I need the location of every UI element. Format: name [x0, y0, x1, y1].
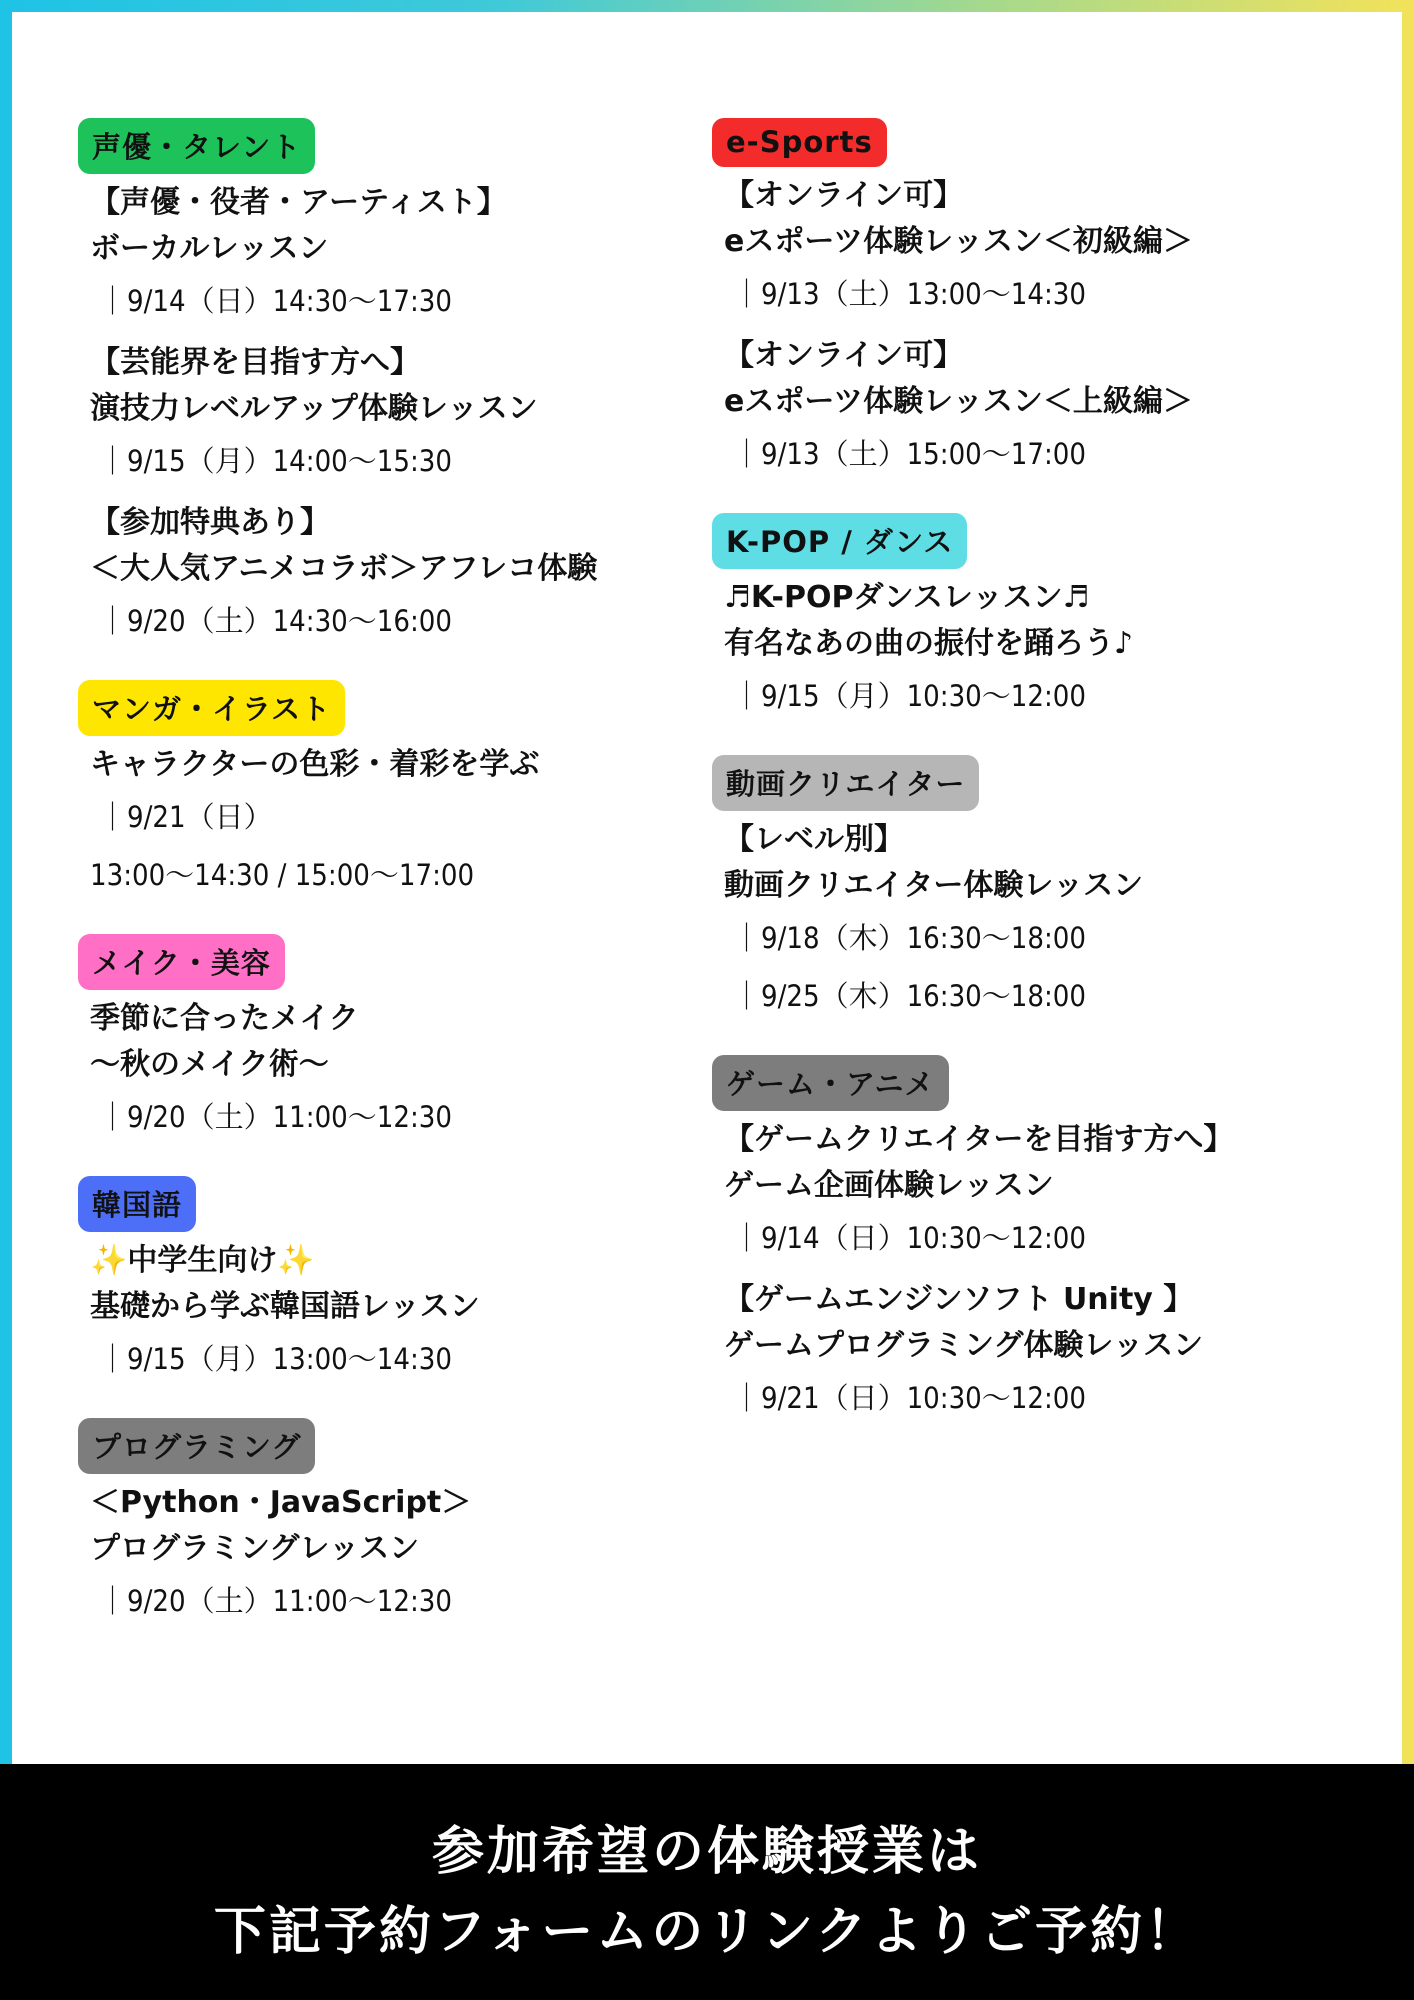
- category-tag-esports: e-Sports: [712, 118, 887, 167]
- lesson-item: [78, 742, 678, 904]
- category-tag-kpop: K-POP / ダンス: [712, 513, 967, 569]
- lesson-date: ｜9/14（日）10:30〜12:00: [732, 1221, 1086, 1255]
- lesson-title: 【芸能界を目指す方へ】: [90, 345, 420, 380]
- lesson-date: ｜9/25（木）16:30〜18:00: [732, 979, 1086, 1013]
- lesson-title: 演技力レベルアップ体験レッスン: [90, 391, 538, 426]
- lesson-item: [712, 1117, 1332, 1267]
- lesson-title: 有名なあの曲の振付を踊ろう♪: [724, 626, 1134, 661]
- lesson-title: 【ゲームクリエイターを目指す方へ】: [724, 1122, 1234, 1157]
- lesson-date: ｜9/14（日）14:30〜17:30: [98, 284, 452, 318]
- lesson-title: 【レベル別】: [724, 822, 904, 857]
- category-korean: [78, 1176, 678, 1388]
- lesson-title: ゲームプログラミング体験レッスン: [724, 1328, 1204, 1363]
- category-kpop: [712, 513, 1332, 725]
- lesson-item: [712, 1277, 1332, 1427]
- lesson-title: キャラクターの色彩・着彩を学ぶ: [90, 747, 540, 782]
- lesson-item: [78, 500, 678, 650]
- lesson-date: ｜9/13（土）15:00〜17:00: [732, 437, 1086, 471]
- lesson-item: [712, 575, 1332, 725]
- lesson-title: ゲーム企画体験レッスン: [724, 1168, 1054, 1203]
- category-programming: [78, 1418, 678, 1630]
- lesson-title: 〜秋のメイク術〜: [90, 1047, 329, 1082]
- lesson-date: ｜9/20（土）11:00〜12:30: [98, 1100, 452, 1134]
- category-tag-makeup: メイク・美容: [78, 934, 285, 990]
- lesson-title: 【声優・役者・アーティスト】: [90, 185, 507, 220]
- lesson-date: ｜9/15（月）13:00〜14:30: [98, 1342, 452, 1376]
- lesson-title: ボーカルレッスン: [90, 231, 329, 266]
- lesson-title: 【オンライン可】: [724, 178, 964, 213]
- lesson-item: [712, 173, 1332, 323]
- lesson-date: ｜9/15（月）10:30〜12:00: [732, 679, 1086, 713]
- cta-line-1: 参加希望の体験授業は: [431, 1822, 982, 1882]
- lesson-item: [712, 333, 1332, 483]
- lesson-date: 13:00〜14:30 / 15:00〜17:00: [90, 858, 475, 892]
- right-column: [712, 118, 1332, 1457]
- category-voice: [78, 118, 678, 650]
- lesson-title: 基礎から学ぶ韓国語レッスン: [90, 1289, 480, 1324]
- lesson-title: eスポーツ体験レッスン＜上級編＞: [724, 384, 1193, 419]
- lesson-title: eスポーツ体験レッスン＜初級編＞: [724, 224, 1193, 259]
- lesson-item: [78, 180, 678, 330]
- lesson-item: [78, 1480, 678, 1630]
- lesson-item: [78, 340, 678, 490]
- reservation-call-to-action: [0, 1764, 1414, 2000]
- lesson-item: [712, 817, 1332, 1025]
- category-video: [712, 755, 1332, 1025]
- category-tag-programming: プログラミング: [78, 1418, 315, 1474]
- left-column: [78, 118, 678, 1660]
- lesson-title: ♬K-POPダンスレッスン♬: [724, 580, 1090, 615]
- lesson-date: ｜9/20（土）14:30〜16:00: [98, 604, 452, 638]
- category-makeup: [78, 934, 678, 1146]
- lesson-title: 動画クリエイター体験レッスン: [724, 868, 1144, 903]
- cta-line-2: 下記予約フォームのリンクよりご予約！: [213, 1902, 1201, 1962]
- lesson-title: ＜大人気アニメコラボ＞アフレコ体験: [90, 551, 598, 586]
- lesson-title: 季節に合ったメイク: [90, 1001, 359, 1036]
- lesson-title: 【ゲームエンジンソフト Unity 】: [724, 1282, 1194, 1317]
- category-game: [712, 1055, 1332, 1427]
- lesson-date: ｜9/15（月）14:00〜15:30: [98, 444, 452, 478]
- category-esports: [712, 118, 1332, 483]
- lesson-date: ｜9/20（土）11:00〜12:30: [98, 1584, 452, 1618]
- lesson-title: 【参加特典あり】: [90, 505, 330, 540]
- category-tag-korean: 韓国語: [78, 1176, 196, 1232]
- category-tag-voice: 声優・タレント: [78, 118, 315, 174]
- lesson-item: [78, 1238, 678, 1388]
- lesson-title: ✨中学生向け✨: [90, 1243, 315, 1278]
- lesson-title: ＜Python・JavaScript＞: [90, 1485, 472, 1520]
- category-tag-video: 動画クリエイター: [712, 755, 979, 811]
- lesson-item: [78, 996, 678, 1146]
- lesson-date: ｜9/21（日）10:30〜12:00: [732, 1381, 1086, 1415]
- lesson-date: ｜9/18（木）16:30〜18:00: [732, 921, 1086, 955]
- category-tag-manga: マンガ・イラスト: [78, 680, 345, 736]
- lesson-date: ｜9/13（土）13:00〜14:30: [732, 277, 1086, 311]
- lesson-title: 【オンライン可】: [724, 338, 964, 373]
- category-tag-game: ゲーム・アニメ: [712, 1055, 949, 1111]
- lesson-date: ｜9/21（日）: [98, 800, 273, 834]
- category-manga: [78, 680, 678, 904]
- lesson-title: プログラミングレッスン: [90, 1531, 420, 1566]
